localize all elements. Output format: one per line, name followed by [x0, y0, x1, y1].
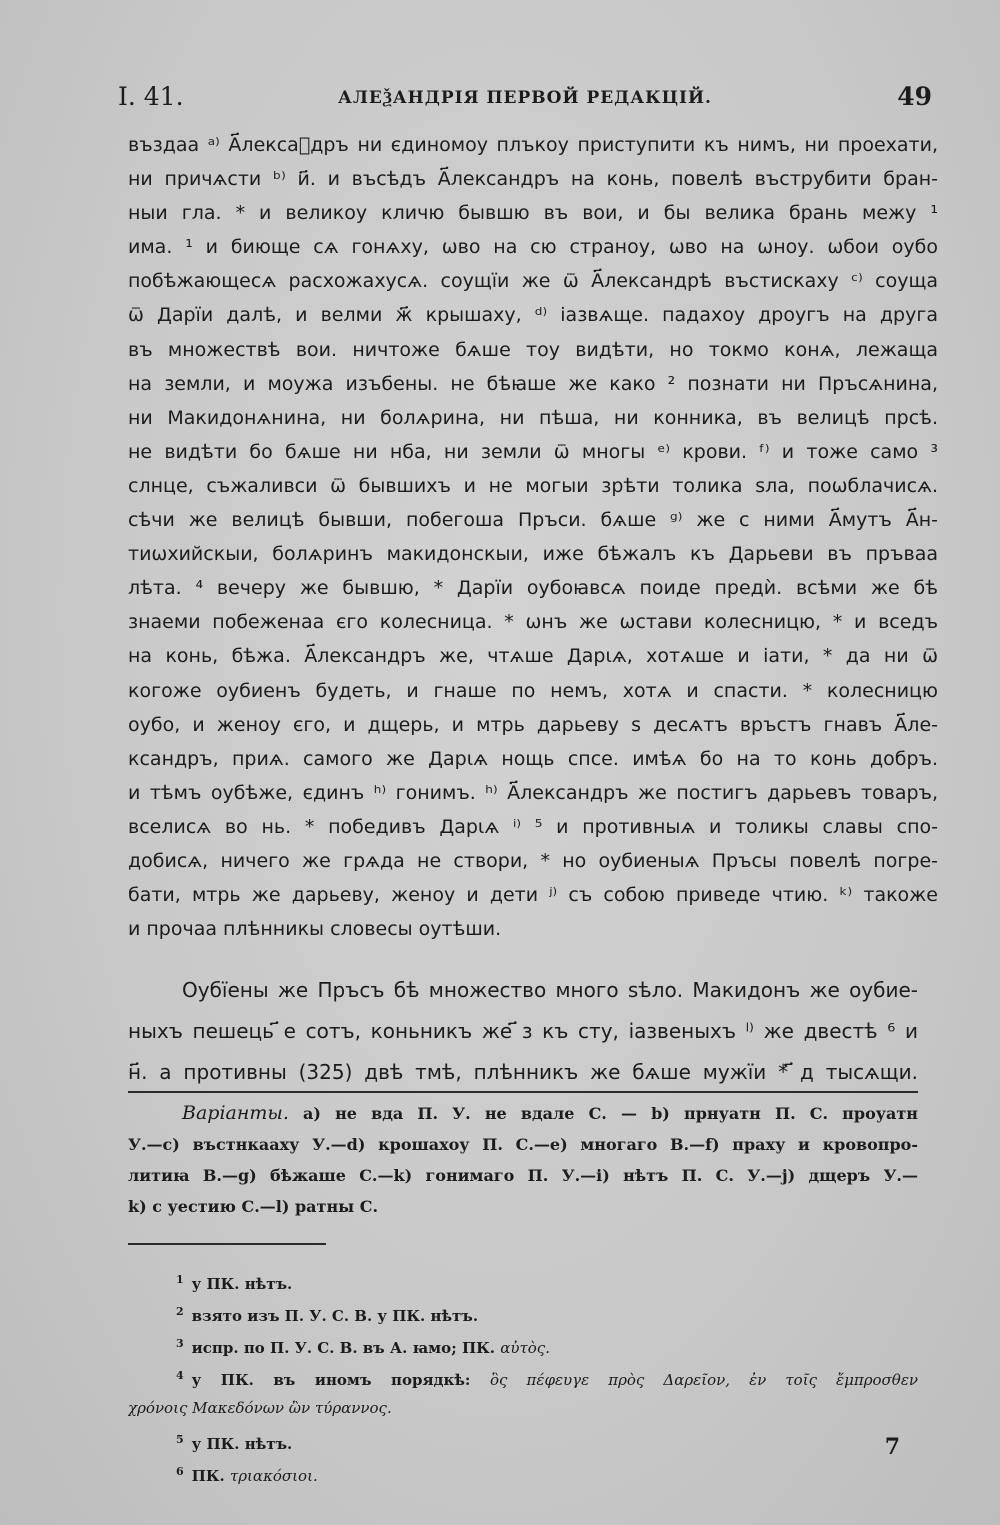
- second-paragraph: [128, 970, 918, 1093]
- footnote-text: испр. по П. У. С. В. въ А. ꙗмо; ПК.: [191, 1339, 495, 1357]
- section-reference: I. 41.: [118, 82, 184, 111]
- footnote: [128, 1456, 918, 1488]
- footnote-mark: 2: [176, 1305, 184, 1318]
- signature-mark: 7: [884, 1434, 900, 1460]
- main-paragraph: [128, 128, 938, 946]
- footnote: [128, 1328, 918, 1360]
- text-line: тиѡхийскыи, болѧринъ макидонскыи, иже бѣжалъ къ Дарьеви въ пръваа: [128, 543, 938, 566]
- footnote-text: у ПК. въ иномъ порядкѣ:: [191, 1371, 471, 1389]
- footnote-mark: 5: [176, 1433, 184, 1446]
- running-title: АЛЕѮАНДРІЯ ПЕРВОЙ РЕДАКЦІЙ.: [338, 88, 712, 108]
- text-line: не видѣти бо бѧше ни нба, ни земли ѿ многы ᵉ⁾ крови. ᶠ⁾ и тоже само ³: [128, 440, 938, 463]
- variants-line: У.—c) въстнкааху У.—d) крошахоу П. С.—e) многаго В.—f) праху и кровопро-: [128, 1135, 918, 1154]
- text-line: слнце, съжаливси ѿ бывшихъ и не могыи зрѣти толика sла, поѡблачисѧ.: [128, 474, 938, 497]
- text-line: оубо, и женоу єго, и дщерь, и мтрь дарьеву ѕ десѧтъ връстъ гнавъ А҃ле-: [128, 713, 938, 736]
- variants-apparatus: [128, 1098, 918, 1222]
- text-line: ни причѧсти ᵇ⁾ и҃. и въсѣдъ А҃лександръ на конь, повелѣ въструбити бран-: [128, 168, 938, 191]
- text-line: бати, мтрь же дарьеву, женоу и дети ʲ⁾ съ собою приведе чтию. ᵏ⁾ такоже: [128, 884, 938, 907]
- text-line: добисѧ, ничего же грѧда не створи, * но оубиеныѧ Пръсы повелѣ погре-: [128, 849, 938, 872]
- variants-text: a) не вда П. У. не вдале С. — b) прнуатн П. С. проуатн: [303, 1104, 918, 1123]
- footnote-greek: ὃς πέφευγε πρὸς Δαρεῖον, ἐν τοῖς ἔμπροσθεν: [490, 1371, 918, 1389]
- footnote-continuation: [128, 1392, 918, 1424]
- text-line: вселисѧ во нь. * победивъ Дарꙇѧ ⁱ⁾ ⁵ и противныѧ и толикы славы спо-: [128, 815, 938, 838]
- footnote-text: взято изъ П. У. С. В. у ПК. нѣтъ.: [191, 1307, 479, 1325]
- text-line: на конь, бѣжа. А҃лександръ же, чтѧше Дарꙇѧ, хотѧше и іати, * да ни ѿ: [128, 645, 938, 668]
- footnote-mark: 3: [176, 1337, 184, 1350]
- footnote-text: у ПК. нѣтъ.: [191, 1435, 293, 1453]
- variants-line: k) с уестию С.—l) ратны С.: [128, 1197, 379, 1216]
- footnotes: [128, 1264, 918, 1488]
- variants-line: [128, 1098, 918, 1129]
- variants-line: литиꙗ В.—g) бѣжаше С.—k) гонимаго П. У.—i) нѣтъ П. С. У.—j) дщеръ У.—: [128, 1166, 918, 1185]
- text-line: ѿ Дарїи далѣ, и велми ж҃ крышаху, ᵈ⁾ іазвѧще. падахоу дроугъ на друга: [128, 304, 938, 327]
- footnote-text: у ПК. нѣтъ.: [191, 1275, 293, 1293]
- footnote-separator-rule: [128, 1243, 326, 1245]
- text-line: ныи гла. * и великоу кличю бывшю въ вои, и бы велика брань межу ¹: [128, 202, 938, 225]
- text-line: лѣта. ⁴ вечеру же бывшю, * Дарїи оубоꙗвсѧ поиде предѝ. всѣми же бѣ: [128, 577, 938, 600]
- footnote: [128, 1360, 918, 1392]
- footnote-mark: 1: [176, 1273, 184, 1286]
- text-line: и тѣмъ оубѣже, єдинъ ʰ⁾ гонимъ. ʰ⁾ А҃лександръ же постигъ дарьевъ товаръ,: [128, 781, 938, 804]
- text-line: на земли, и моужа изъбены. не бѣꙗше же како ² познати ни Пръсѧнина,: [128, 372, 938, 395]
- variants-label: Варіанты.: [182, 1102, 289, 1124]
- text-line: въ множествѣ вои. ничтоже бѧше тоу видѣти, но токмо конѧ, лежаща: [128, 338, 938, 361]
- text-line: сѣчи же велицѣ бывши, побегоша Пръси. бѧше ᵍ⁾ же с ними А҃мутъ А҃н-: [128, 509, 938, 532]
- text-line: въздаа ᵃ⁾ А҃лексаⷩдръ ни єдиномоу плъкоу приступити къ нимъ, ни проехати,: [128, 134, 938, 156]
- footnote-mark: 4: [176, 1369, 184, 1382]
- footnote: [128, 1296, 918, 1328]
- text-line: знаеми побеженаа єго колесница. * ѡнъ же ѡстави колесницю, * и вседъ: [128, 611, 938, 634]
- text-line: ксандръ, приѧ. самого же Дарꙇѧ нощь спсе. имѣѧ бо на то конь добръ.: [128, 747, 938, 770]
- text-line: има. ¹ и биюще сѧ гонѧху, ѡво на сю страноу, ѡво на ѡноу. ѡбои оубо: [128, 236, 938, 259]
- footnote: [128, 1424, 918, 1456]
- page-header: [118, 82, 932, 116]
- text-line: ныхъ пешець ҃е сотъ, коньникъ же ҃з къ сту, іазвеныхъ ˡ⁾ же двестѣ ⁶ и: [128, 1019, 918, 1043]
- text-line: и прочаа плѣнникы словесы оутѣши.: [128, 918, 502, 941]
- text-line: побѣжающесѧ расхожахусѧ. соущїи же ѿ А҃лександрѣ въстискаху ᶜ⁾ соуща: [128, 270, 938, 293]
- footnote-text: ПК.: [191, 1467, 225, 1485]
- text-line: ни Макидонѧнина, ни болѧрина, ни пѣша, ни конника, въ велицѣ прсѣ.: [128, 406, 938, 429]
- page-number: 49: [897, 82, 932, 111]
- text-line: н҃. а противны (325) двѣ тмѣ, плѣнникъ же бѧше мужїи * ҃д тысѧщи.: [128, 1060, 918, 1084]
- text-divider-rule: [128, 1091, 918, 1093]
- text-line: Оубїены же Пръсъ бѣ множество много ѕѣло. Макидонъ же оубие-: [182, 978, 918, 1002]
- footnote: [128, 1264, 918, 1296]
- footnote-mark: 6: [176, 1465, 184, 1478]
- footnote-greek: χρόνοις Μακεδόνων ὢν τύραννος.: [128, 1399, 392, 1417]
- footnote-greek: τριακόσιοι.: [229, 1467, 318, 1485]
- text-line: когоже оубиенъ будеть, и гнаше по немъ, хотѧ и спасти. * колесницю: [128, 679, 938, 702]
- footnote-greek: αὐτὸς.: [500, 1339, 550, 1357]
